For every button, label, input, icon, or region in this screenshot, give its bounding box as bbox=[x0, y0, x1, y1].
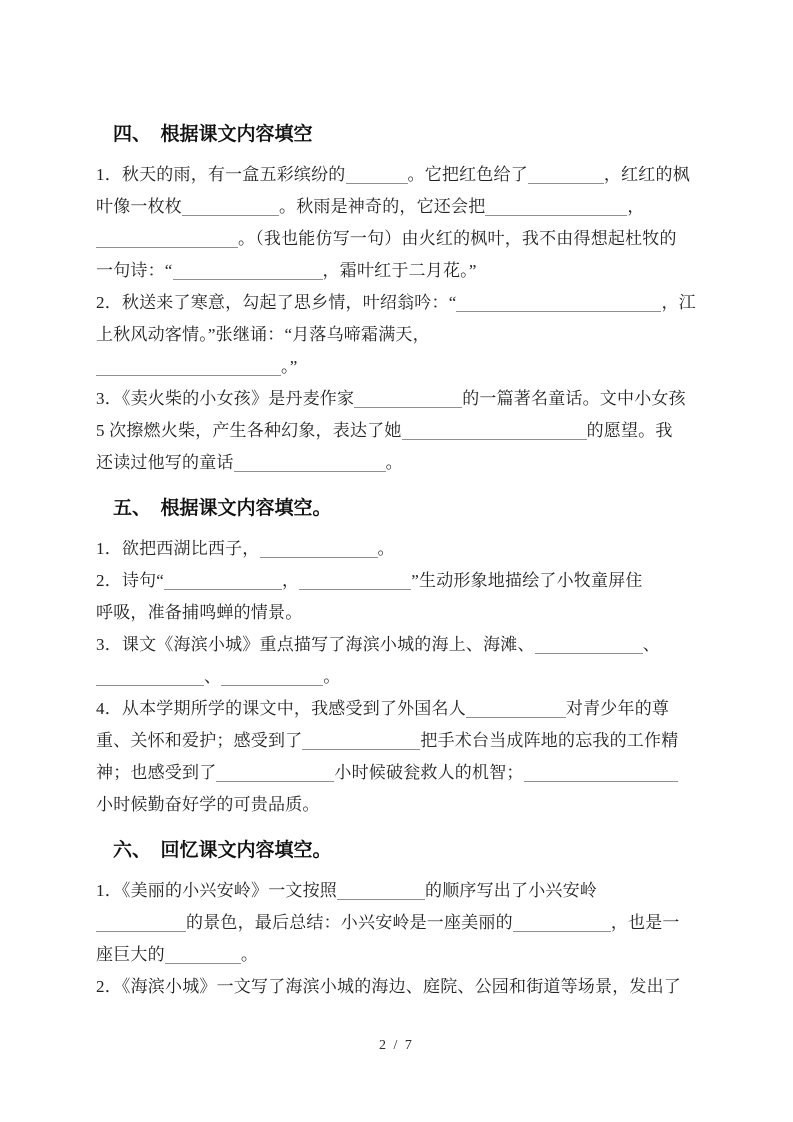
text-run: 一句诗：“ bbox=[96, 261, 173, 280]
text-line bbox=[96, 533, 733, 565]
text-line bbox=[96, 757, 733, 789]
text-run: 叶像一枚枚 bbox=[96, 197, 182, 216]
text-line bbox=[96, 907, 733, 939]
blank-underline bbox=[216, 761, 334, 782]
question-section-2 bbox=[96, 495, 733, 821]
text-run: ，江 bbox=[661, 293, 696, 312]
text-line bbox=[96, 351, 733, 383]
text-run: 2．《海滨小城》一文写了海滨小城的海边、庭院、公园和街道等场景，发出了 bbox=[96, 977, 681, 996]
text-run: 上秋风动客情。”张继诵：“月落乌啼霜满天， bbox=[96, 325, 430, 344]
text-run: 还读过他写的童话 bbox=[96, 453, 234, 472]
blank-underline bbox=[182, 195, 279, 216]
text-line bbox=[96, 255, 733, 287]
section-heading: 四、 根据课文内容填空 bbox=[113, 124, 313, 145]
section-lines bbox=[96, 533, 733, 821]
blank-underline bbox=[96, 227, 238, 248]
blank-underline bbox=[485, 195, 627, 216]
text-run: 1．欲把西湖比西子， bbox=[96, 539, 260, 558]
text-run: 呼吸，准备捕鸣蝉的情景。 bbox=[96, 603, 303, 622]
text-run: ， bbox=[282, 571, 300, 590]
text-run: ，红红的枫 bbox=[603, 165, 690, 184]
text-run: 、 bbox=[204, 667, 222, 686]
text-run: 。（我也能仿写一句）由火红的枫叶，我不由得想起杜牧的 bbox=[238, 229, 677, 248]
text-run: 的一篇著名童话。文中小女孩 bbox=[462, 389, 686, 408]
page-number bbox=[0, 1036, 793, 1056]
text-run: 。 bbox=[323, 667, 341, 686]
text-run: 。 bbox=[385, 453, 403, 472]
text-line bbox=[96, 415, 733, 447]
text-line bbox=[96, 319, 733, 351]
text-run: 小时候勤奋好学的可贵品质。 bbox=[96, 795, 320, 814]
page-number-label: 2 / 7 bbox=[379, 1038, 414, 1053]
text-run: 1．《美丽的小兴安岭》一文按照 bbox=[96, 881, 337, 900]
text-run: 1．秋天的雨，有一盒五彩缤纷的 bbox=[96, 165, 346, 184]
text-line bbox=[96, 693, 733, 725]
text-run: 3．课文《海滨小城》重点描写了海滨小城的海上、海滩、 bbox=[96, 635, 535, 654]
text-line bbox=[96, 447, 733, 479]
blank-underline bbox=[466, 697, 566, 718]
text-line bbox=[96, 159, 733, 191]
blank-underline bbox=[234, 451, 386, 472]
text-run: ，霜叶红于二月花。” bbox=[322, 261, 477, 280]
text-run: 、 bbox=[642, 635, 660, 654]
text-line bbox=[96, 383, 733, 415]
text-run: 的愿望。我 bbox=[586, 421, 673, 440]
blank-underline bbox=[221, 665, 323, 686]
blank-underline bbox=[299, 569, 411, 590]
blank-underline bbox=[402, 419, 587, 440]
text-line bbox=[96, 565, 733, 597]
question-section-3 bbox=[96, 837, 733, 1003]
blank-underline bbox=[456, 291, 661, 312]
text-line bbox=[96, 597, 733, 629]
text-line bbox=[96, 223, 733, 255]
blank-underline bbox=[337, 879, 425, 900]
blank-underline bbox=[513, 911, 611, 932]
blank-underline bbox=[528, 163, 604, 184]
section-lines bbox=[96, 875, 733, 1003]
section-heading: 五、 根据课文内容填空。 bbox=[113, 498, 332, 519]
text-run: 把手术台当成阵地的忘我的工作精 bbox=[420, 731, 679, 750]
text-run: 。” bbox=[281, 357, 298, 376]
text-run: 对青少年的尊 bbox=[565, 699, 670, 718]
section-lines bbox=[96, 159, 733, 479]
blank-underline bbox=[535, 633, 643, 654]
blank-underline bbox=[96, 665, 204, 686]
blank-underline bbox=[165, 943, 241, 964]
text-line bbox=[96, 287, 733, 319]
text-run: 。秋雨是神奇的，它还会把 bbox=[279, 197, 486, 216]
text-line bbox=[96, 971, 733, 1003]
blank-underline bbox=[96, 911, 186, 932]
text-run: 小时候破瓮救人的机智； bbox=[334, 763, 524, 782]
blank-underline bbox=[524, 761, 678, 782]
text-run: 的景色，最后总结：小兴安岭是一座美丽的 bbox=[186, 913, 513, 932]
blank-underline bbox=[354, 387, 462, 408]
text-run: 。它把红色给了 bbox=[407, 165, 528, 184]
text-line bbox=[96, 191, 733, 223]
text-run: 座巨大的 bbox=[96, 945, 165, 964]
blank-underline bbox=[302, 729, 420, 750]
blank-underline bbox=[164, 569, 282, 590]
text-run: 5 次擦燃火柴，产生各种幻象，表达了她 bbox=[96, 421, 402, 440]
question-section-1 bbox=[96, 121, 733, 479]
text-run: ， bbox=[627, 197, 645, 216]
blank-underline bbox=[173, 259, 323, 280]
text-run: 神；也感受到了 bbox=[96, 763, 217, 782]
text-line bbox=[96, 661, 733, 693]
text-run: 2．诗句“ bbox=[96, 571, 165, 590]
text-run: ”生动形象地描绘了小牧童屏住 bbox=[411, 571, 643, 590]
text-run: ，也是一 bbox=[610, 913, 680, 932]
text-run: 。 bbox=[240, 945, 259, 964]
blank-underline bbox=[260, 537, 378, 558]
text-run: 重、关怀和爱护；感受到了 bbox=[96, 731, 303, 750]
text-run: 4．从本学期所学的课文中，我感受到了外国名人 bbox=[96, 699, 466, 718]
text-line bbox=[96, 629, 733, 661]
text-line bbox=[96, 939, 733, 971]
text-line bbox=[96, 875, 733, 907]
text-run: 2．秋送来了寒意，勾起了思乡情，叶绍翁吟：“ bbox=[96, 293, 457, 312]
text-run: 3．《卖火柴的小女孩》是丹麦作家 bbox=[96, 389, 355, 408]
section-heading: 六、 回忆课文内容填空。 bbox=[113, 840, 332, 861]
text-run: 。 bbox=[377, 539, 395, 558]
text-run: 的顺序写出了小兴安岭 bbox=[425, 881, 597, 900]
blank-underline bbox=[346, 163, 408, 184]
text-line bbox=[96, 789, 733, 821]
blank-underline bbox=[96, 355, 281, 376]
text-line bbox=[96, 725, 733, 757]
